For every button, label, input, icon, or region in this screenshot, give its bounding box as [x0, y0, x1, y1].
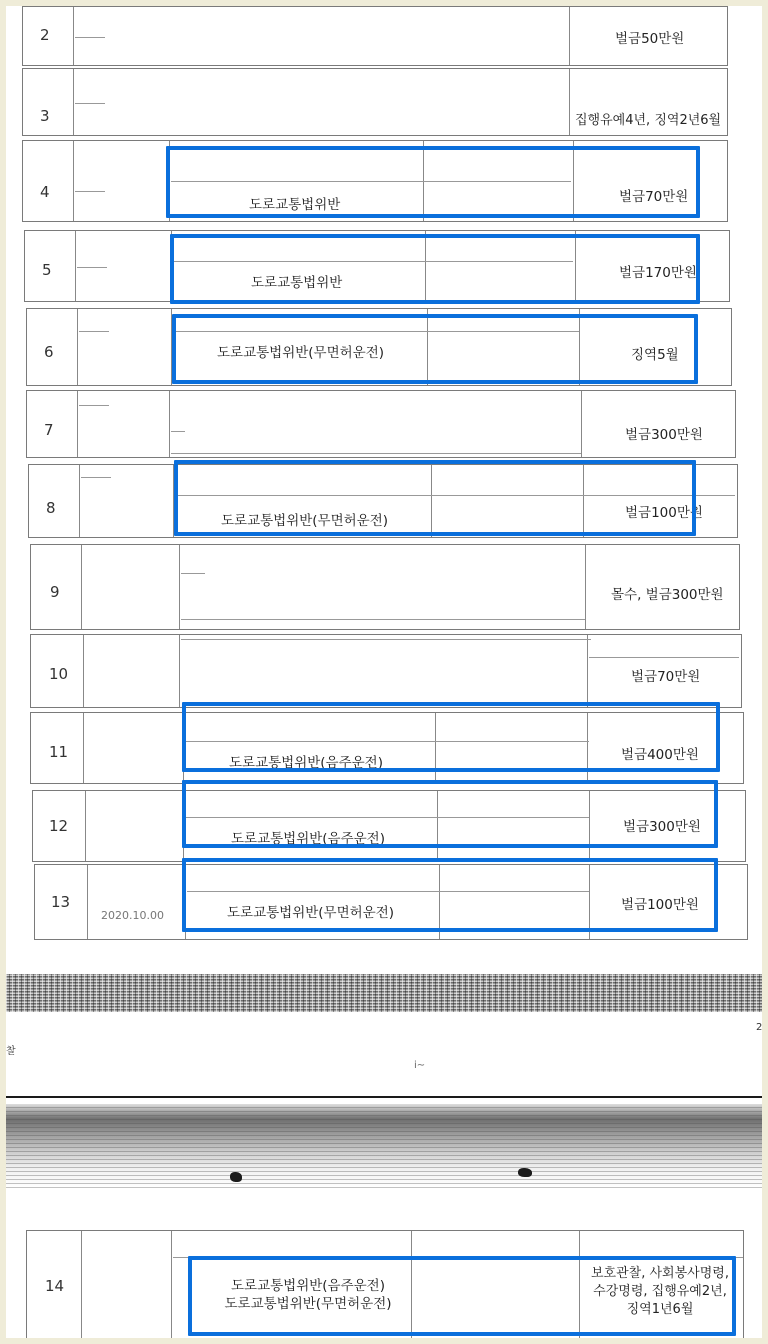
table-row [26, 390, 736, 458]
row-number: 12 [49, 817, 69, 835]
scan-speck [518, 1168, 532, 1177]
crime-text: 도로교통법위반 [249, 197, 341, 213]
sentence-text: 벌금70만원 [631, 669, 701, 685]
sentence-text: 벌금100만원 [625, 505, 703, 521]
row-number: 9 [50, 583, 60, 601]
highlight-box-row-12 [182, 780, 718, 848]
sentence-text: 벌금300만원 [623, 819, 701, 835]
row-number: 4 [40, 183, 50, 201]
sentence-text: 징역5월 [631, 347, 679, 363]
table-row [30, 634, 742, 708]
highlight-box-row-5 [170, 234, 700, 304]
sentence-text: 벌금100만원 [621, 897, 699, 913]
row-date-fragment: 2020.10.00 [101, 909, 164, 922]
row-number: 13 [51, 893, 71, 911]
side-mark: 찰 [6, 1046, 16, 1057]
highlight-box-row-11 [182, 702, 720, 772]
row-number: 11 [49, 743, 69, 761]
mid-mark: ⅰ∼ [414, 1060, 426, 1071]
sentence-text: 몰수, 벌금300만원 [611, 587, 724, 603]
sentence-text: 벌금70만원 [619, 189, 689, 205]
crime-text: 도로교통법위반(무면허운전) [221, 513, 389, 529]
table-row [22, 68, 728, 136]
crime-text: 도로교통법위반(음주운전) [231, 831, 385, 847]
sentence-text: 벌금400만원 [621, 747, 699, 763]
page-divider [6, 1096, 762, 1098]
sentence-line: 징역1년6월 [626, 1302, 694, 1317]
highlight-box-row-4 [166, 146, 700, 218]
sentence-text: 벌금170만원 [619, 265, 697, 281]
scan-speck [230, 1172, 242, 1182]
highlight-box-row-14 [188, 1256, 736, 1336]
crime-text: 도로교통법위반(무면허운전) [227, 905, 395, 921]
row-number: 14 [45, 1277, 65, 1295]
row-number: 5 [42, 261, 52, 279]
row-number: 6 [44, 343, 54, 361]
table-row [30, 544, 740, 630]
crime-text: 도로교통법위반 [251, 275, 343, 291]
highlight-box-row-6 [172, 314, 698, 384]
highlight-box-row-13 [182, 858, 718, 932]
scan-noise-band [6, 974, 762, 1012]
crime-text: 도로교통법위반(음주운전) [229, 755, 383, 771]
sentence-text: 벌금300만원 [625, 427, 703, 443]
row-number: 3 [40, 107, 50, 125]
row-number: 7 [44, 421, 54, 439]
row-number: 10 [49, 665, 69, 683]
crime-line: 도로교통법위반(음주운전) [231, 1278, 385, 1294]
crime-line: 도로교통법위반(무면허운전) [224, 1296, 392, 1312]
scan-lines [6, 1104, 762, 1188]
sentence-text: 집행유예4년, 징역2년6월 [575, 113, 722, 128]
highlight-box-row-8 [174, 460, 696, 536]
row-number: 2 [40, 26, 50, 44]
scanned-document [6, 6, 762, 1338]
table-row [22, 6, 728, 66]
crime-text: 도로교통법위반(무면허운전) [217, 345, 385, 361]
page-number: 2 [756, 1022, 762, 1033]
sentence-line: 수강명령, 집행유예2년, [593, 1284, 727, 1299]
sentence-line: 보호관찰, 사회봉사명령, [591, 1266, 729, 1281]
row-number: 8 [46, 499, 56, 517]
sentence-text: 벌금50만원 [615, 31, 685, 47]
